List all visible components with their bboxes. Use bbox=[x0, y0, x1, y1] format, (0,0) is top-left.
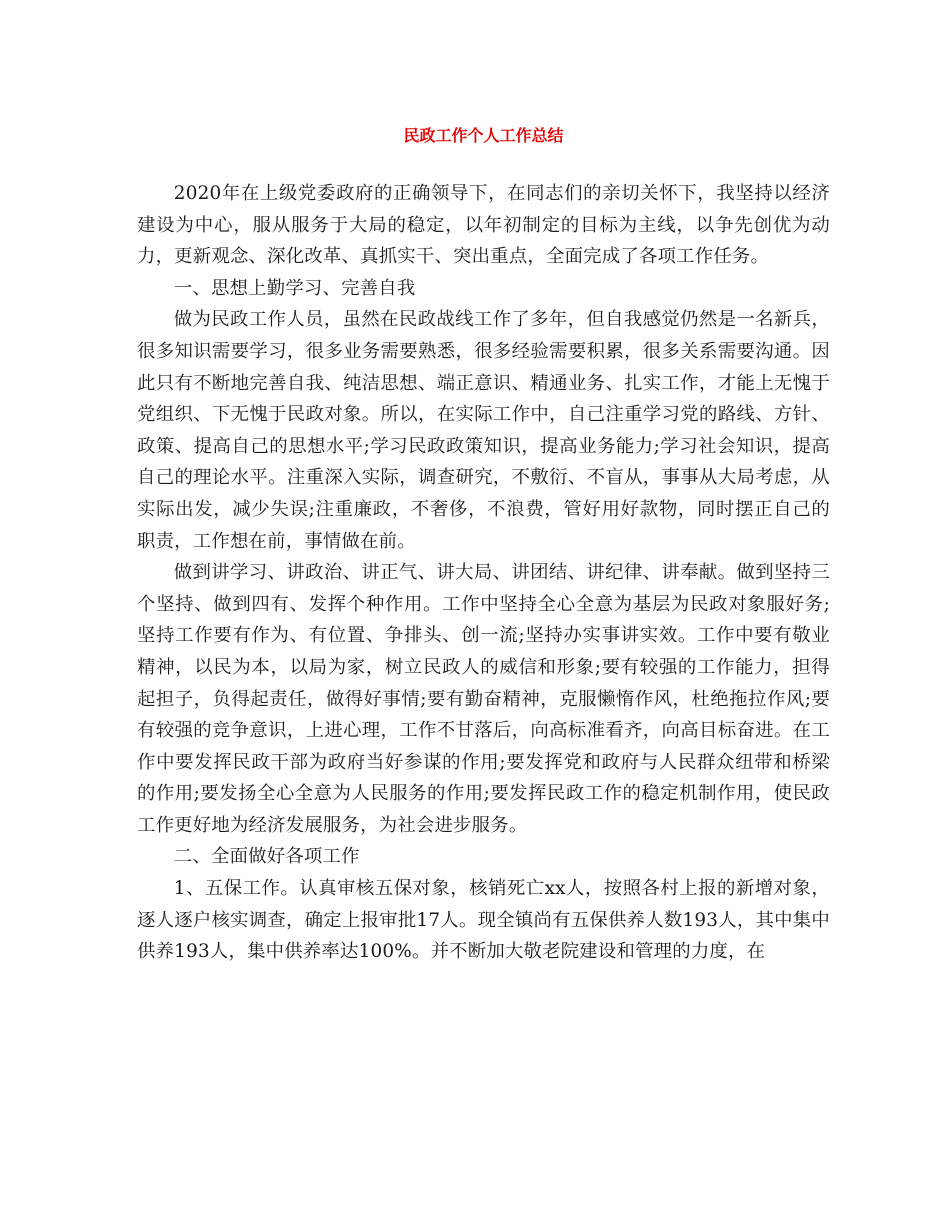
section-heading-2: 二、全面做好各项工作 bbox=[173, 846, 360, 868]
paragraph-intro: 2020年在上级党委政府的正确领导下，在同志们的亲切关怀下，我坚持以经济建设为中心，服从服务于大局的稳定，以年初制定的目标为主线，以争先创优为动力，更新观念、深化改革、真抓实干、突出重点，全面完成了各项工作任务。 bbox=[137, 183, 830, 268]
document-title: 民政工作个人工作总结 bbox=[403, 126, 564, 145]
paragraph-principles: 做到讲学习、讲政治、讲正气、讲大局、讲团结、讲纪律、讲奉献。做到坚持三个坚持、做到四有、发挥个种作用。工作中坚持全心全意为基层为民政对象服好务;坚持工作要有作为、有位置、争排头、创一流;坚持办实事讲实效。工作中要有敬业精神，以民为本，以局为家，树立民政人的威信和形象;要有较强的工作能力，担得起担子，负得起责任，做得好事情;要有勤奋精神，克服懒惰作风，杜绝拖拉作风;要有较强的竞争意识，上进心理，工作不甘落后，向高标准看齐，向高目标奋进。在工作中要发挥民政干部为政府当好参谋的作用;要发挥党和政府与人民群众纽带和桥梁的作用;要发扬全心全意为人民服务的作用;要发挥民政工作的稳定机制作用，使民政工作更好地为经济发展服务，为社会进步服务。 bbox=[137, 562, 830, 836]
document-body bbox=[137, 178, 830, 968]
paragraph-wubao-work: 1、五保工作。认真审核五保对象，核销死亡xx人，按照各村上报的新增对象，逐人逐户核实调查，确定上报审批17人。现全镇尚有五保供养人数193人，其中集中供养193人，集中供养率达100%。并不断加大敬老院建设和管理的力度，在 bbox=[137, 878, 830, 963]
section-heading-1: 一、思想上勤学习、完善自我 bbox=[173, 277, 416, 299]
paragraph-self-improvement: 做为民政工作人员，虽然在民政战线工作了多年，但自我感觉仍然是一名新兵，很多知识需要学习，很多业务需要熟悉，很多经验需要积累，很多关系需要沟通。因此只有不断地完善自我、纯洁思想、端正意识、精通业务、扎实工作，才能上无愧于党组织、下无愧于民政对象。所以，在实际工作中，自己注重学习党的路线、方针、政策、提高自己的思想水平;学习民政政策知识，提高业务能力;学习社会知识，提高自己的理论水平。注重深入实际，调查研究，不敷衍、不盲从，事事从大局考虑，从实际出发，减少失误;注重廉政，不奢侈，不浪费，管好用好款物，同时摆正自己的职责，工作想在前，事情做在前。 bbox=[137, 309, 830, 552]
